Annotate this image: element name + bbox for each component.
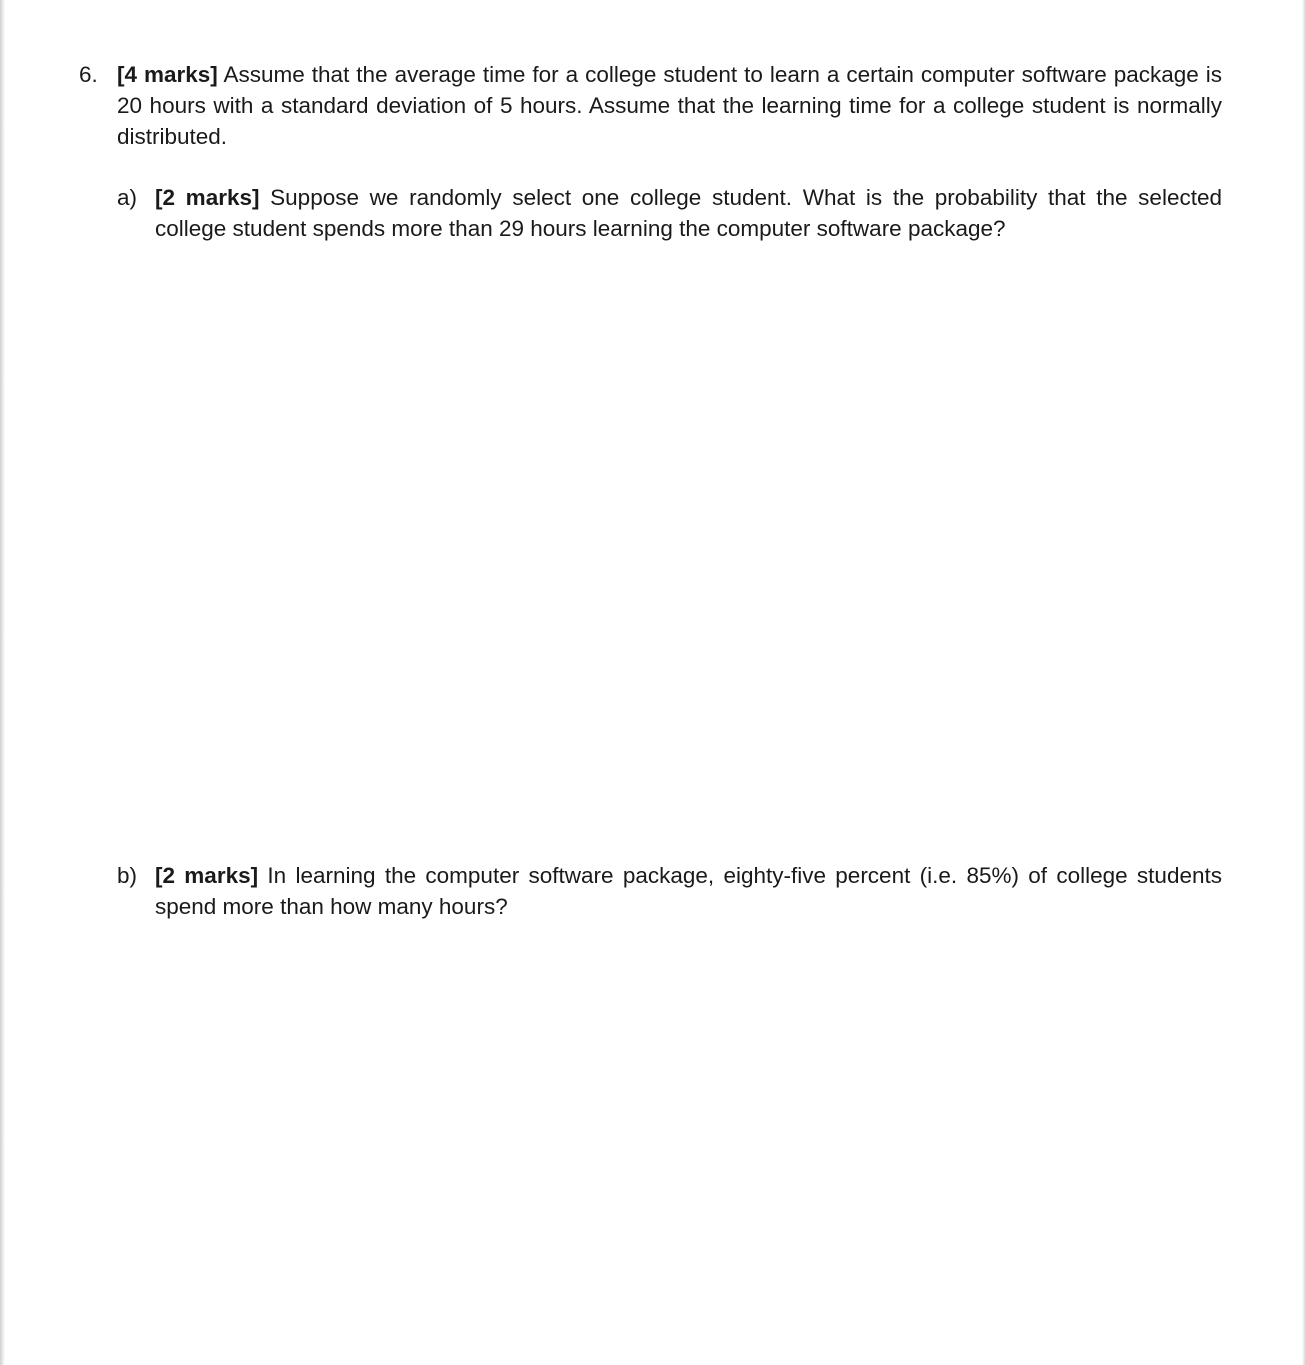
question-body: Assume that the average time for a college student to learn a certain computer software package is 20 hours with a standard deviation of 5 hours. Assume that the learning time for a college student is normally distributed.	[117, 62, 1222, 149]
part-b-body: In learning the computer software package, eighty-five percent (i.e. 85%) of college students spend more than how many hours?	[155, 863, 1222, 919]
part-b-marks: [2 marks]	[155, 863, 259, 888]
question-marks: [4 marks]	[117, 62, 218, 87]
part-a-marks: [2 marks]	[155, 185, 260, 210]
page-right-edge	[1302, 0, 1306, 1365]
part-a-label: a)	[117, 185, 138, 210]
part-b-label: b)	[117, 863, 138, 888]
page-left-edge	[0, 0, 5, 1365]
part-a-text	[155, 182, 1222, 244]
part-a-body: Suppose we randomly select one college student. What is the probability that the selected college student spends more than 29 hours learning the computer software package?	[155, 185, 1222, 241]
question-text	[117, 59, 1222, 152]
part-b-text	[155, 860, 1222, 922]
question-number: 6.	[79, 62, 98, 87]
